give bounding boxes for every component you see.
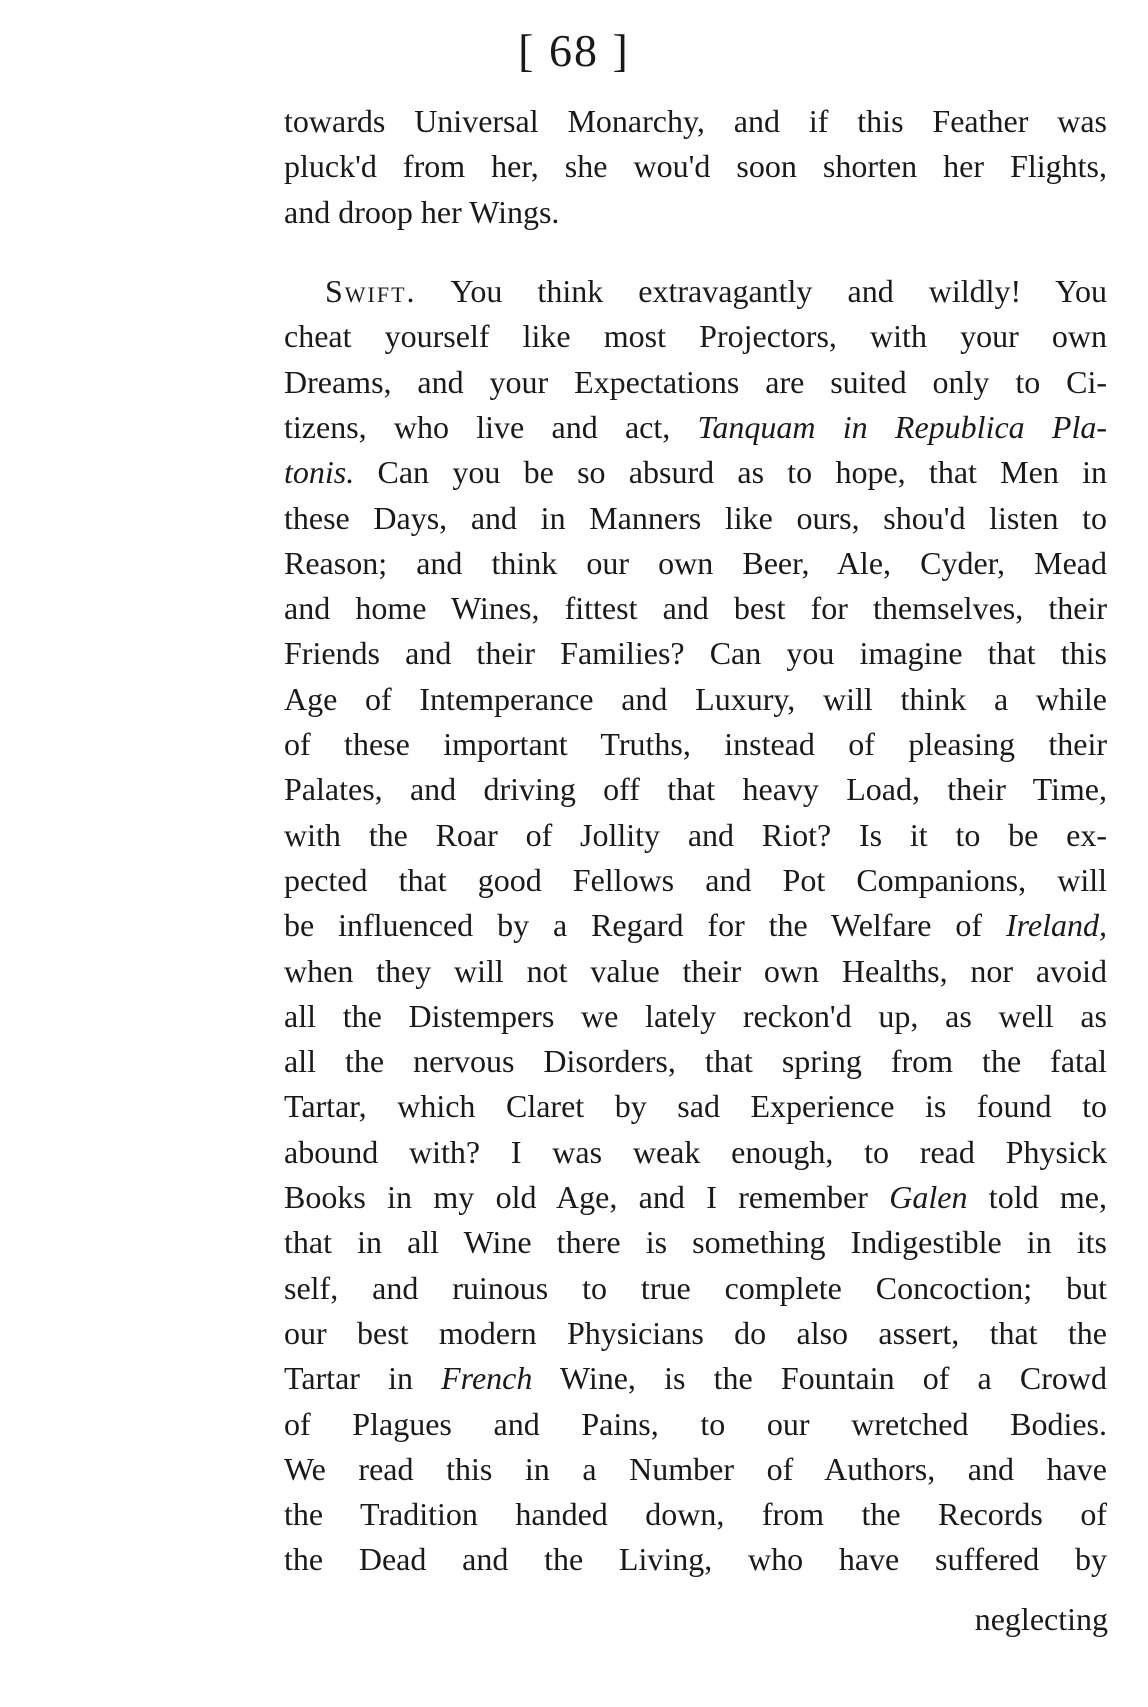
text-segment: of these important Truths, instead of pleasing their — [284, 726, 1107, 762]
text-segment: these Days, and in Manners like ours, shou'd listen to — [284, 499, 1107, 536]
text-segment: all the Distempers we lately reckon'd up, as well as — [284, 997, 1107, 1034]
text-segment: told me, — [967, 1179, 1107, 1215]
text-segment: You think extravagantly and wildly! You — [450, 273, 1107, 309]
text-line — [284, 1536, 1107, 1582]
text-segment: tizens, who live and act, — [284, 408, 698, 445]
text-segment: the Dead and the Living, who have suffered by — [284, 1541, 1107, 1578]
text-line — [284, 1038, 1107, 1084]
text-segment: Dreams, and your Expectations are suited only to Ci- — [284, 363, 1107, 400]
text-segment: Reason; and think our own Beer, Ale, Cyder, Mead — [284, 544, 1107, 581]
text-segment: Books in my old Age, and I remember — [284, 1179, 890, 1215]
text-segment: Friends and their Families? Can you imagine that this — [284, 635, 1107, 672]
text-segment: when they will not value their own Healths, nor avoid — [284, 952, 1107, 989]
speaker-name: Swift. — [325, 273, 417, 309]
text-line — [284, 721, 1107, 767]
text-line — [284, 495, 1107, 541]
italic-text: French — [441, 1360, 533, 1397]
text-line — [284, 1446, 1107, 1492]
text-segment: Tartar, which Claret by sad Experience is found to — [284, 1088, 1107, 1125]
text-segment: abound with? I was weak enough, to read Physick — [284, 1133, 1107, 1170]
text-line — [284, 902, 1107, 948]
catchword: neglecting — [974, 1601, 1108, 1637]
text-line — [284, 676, 1107, 722]
italic-text: Ireland, — [1005, 907, 1107, 944]
text-segment: self, and ruinous to true complete Concoction; but — [284, 1269, 1107, 1306]
text-segment: with the Roar of Jollity and Riot? Is it to be ex- — [284, 816, 1107, 853]
italic-text: Galen — [889, 1179, 968, 1215]
text-line — [284, 630, 1107, 676]
text-line — [284, 449, 1107, 495]
text-line: towards Universal Monarchy, and if this Feather was — [284, 103, 1107, 139]
text-line: and droop her Wings. — [284, 193, 560, 230]
text-segment: Tartar in — [284, 1360, 442, 1397]
text-line — [284, 313, 1107, 359]
text-line — [284, 1491, 1107, 1537]
text-line — [284, 540, 1107, 586]
text-segment: all the nervous Disorders, that spring from the fatal — [284, 1043, 1107, 1080]
text-segment: Can you be so absurd as to hope, that Men in — [354, 454, 1107, 491]
text-line — [284, 948, 1107, 994]
text-segment: Age of Intemperance and Luxury, will think a while — [284, 680, 1107, 717]
text-line — [284, 993, 1107, 1039]
text-line — [284, 857, 1107, 903]
text-segment: be influenced by a Regard for the Welfare of — [284, 907, 1006, 944]
text-segment: our best modern Physicians do also assert, that the — [284, 1314, 1107, 1351]
text-segment: that in all Wine there is something Indigestible in its — [284, 1224, 1107, 1261]
text-segment: the Tradition handed down, from the Records of — [284, 1496, 1107, 1533]
text-line — [284, 1401, 1107, 1447]
text-segment: pected that good Fellows and Pot Companions, will — [284, 861, 1107, 898]
text-segment: Palates, and driving off that heavy Load, their Time, — [284, 771, 1107, 808]
text-line — [284, 359, 1107, 405]
text-segment: and home Wines, fittest and best for themselves, their — [284, 590, 1107, 627]
italic-text: tonis. — [284, 454, 355, 491]
text-segment: cheat yourself like most Projectors, with your own — [284, 318, 1107, 355]
italic-text: Tanquam in Republica Pla- — [697, 408, 1107, 445]
page-number: [ 68 ] — [518, 25, 630, 76]
text-line — [284, 1083, 1107, 1129]
text-line — [284, 585, 1107, 631]
text-line — [284, 1129, 1107, 1175]
text-segment: of Plagues and Pains, to our wretched Bodies. — [284, 1405, 1107, 1442]
text-line — [284, 1355, 1107, 1401]
text-line: pluck'd from her, she wou'd soon shorten her Flights, — [284, 148, 1107, 185]
text-line — [284, 812, 1107, 858]
text-line — [284, 1174, 1107, 1220]
text-line — [325, 268, 1107, 314]
text-line — [284, 766, 1107, 812]
text-line — [284, 404, 1107, 450]
text-segment: We read this in a Number of Authors, and have — [284, 1450, 1107, 1487]
text-segment: Wine, is the Fountain of a Crowd — [532, 1360, 1107, 1397]
text-line — [284, 1219, 1107, 1265]
text-line — [284, 1265, 1107, 1311]
text-line — [284, 1310, 1107, 1356]
